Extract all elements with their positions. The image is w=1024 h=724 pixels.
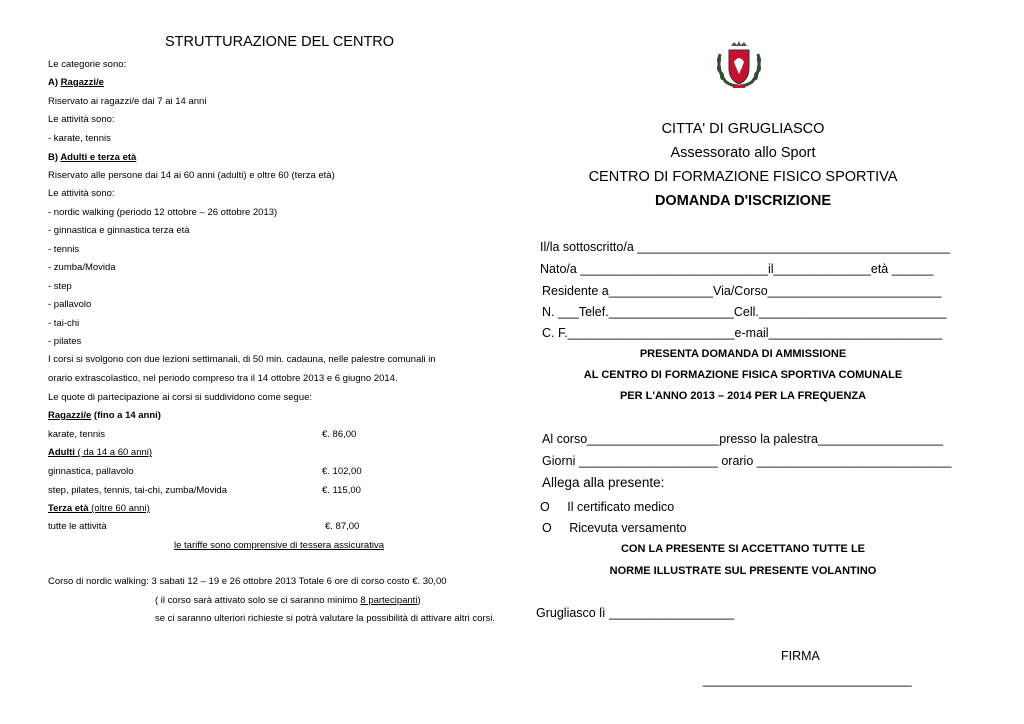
quote-intro: Le quote di partecipazione ai corsi si suddividono come segue:: [48, 392, 313, 403]
option-marker: O: [540, 500, 550, 514]
fee-group-name: Adulti: [48, 447, 75, 458]
nordic-note-2: se ci saranno ulteriori richieste si potrà valutare la possibilità di attivare altri corsi.: [155, 613, 496, 624]
activity-item: - nordic walking (periodo 12 ottobre – 26 ottobre 2013): [48, 207, 278, 218]
fee-price: €. 86,00: [322, 429, 357, 440]
nordic-walking-line: Corso di nordic walking: 3 sabati 12 – 19 e 26 ottobre 2013 Totale 6 ore di corso costo €. 30,00: [48, 576, 447, 587]
category-a-activity: - karate, tennis: [48, 133, 111, 144]
fee-group-heading: [48, 447, 152, 458]
fee-group-age: ( da 14 a 60 anni): [74, 447, 153, 458]
accetto-line: NORME ILLUSTRATE SUL PRESENTE VOLANTINO: [609, 565, 877, 577]
form-line-residente[interactable]: Residente a_______________Via/Corso_________________________: [542, 284, 942, 298]
firma-label: FIRMA: [781, 649, 820, 663]
option-label: Ricevuta versamento: [569, 521, 687, 535]
form-line-corso[interactable]: Al corso___________________presso la palestra__________________: [542, 432, 944, 446]
activity-item: - tai-chi: [48, 318, 80, 329]
form-line-codice-fiscale[interactable]: C. F.________________________e-mail_________________________: [542, 326, 943, 340]
fee-group-name: Ragazzi/e: [48, 410, 92, 421]
presenta-line: PRESENTA DOMANDA DI AMMISSIONE: [639, 348, 847, 360]
fee-price: €. 115,00: [322, 485, 361, 496]
presenta-line: PER L'ANNO 2013 – 2014 PER LA FREQUENZA: [619, 390, 867, 402]
nordic-note: [155, 595, 421, 606]
corsi-info-line: orario extrascolastico, nel periodo compreso tra il 14 ottobre 2013 e 6 giugno 2014.: [48, 373, 398, 384]
category-b-name: Adulti e terza età: [60, 152, 137, 163]
activity-item: - zumba/Movida: [48, 262, 116, 273]
fee-note: le tariffe sono comprensive di tessera assicurativa: [174, 540, 384, 551]
attivita-a-label: Le attività sono:: [48, 114, 115, 125]
form-line-telefono[interactable]: N. ___Telef.__________________Cell.___________________________: [542, 305, 947, 319]
category-a-desc: Riservato ai ragazzi/e dai 7 ai 14 anni: [48, 96, 207, 107]
accetto-line: CON LA PRESENTE SI ACCETTANO TUTTE LE: [620, 543, 866, 555]
option-label: Il certificato medico: [567, 500, 675, 514]
fee-item: karate, tennis: [48, 429, 106, 440]
assessorato: Assessorato allo Sport: [670, 145, 816, 161]
form-title: DOMANDA D'ISCRIZIONE: [654, 193, 832, 209]
activity-item: - step: [48, 281, 72, 292]
activity-item: - pilates: [48, 336, 82, 347]
fee-group-age: (oltre 60 anni): [88, 503, 150, 514]
form-line-sottoscritto[interactable]: Il/la sottoscritto/a _____________________________________________: [540, 240, 951, 254]
luogo-data-line[interactable]: Grugliasco lì __________________: [536, 606, 735, 620]
form-line-giorni[interactable]: Giorni ____________________ orario ____________________________: [542, 454, 952, 468]
corsi-info-line: I corsi si svolgono con due lezioni settimanali, di 50 min. cadauna, nelle palestre comunali in: [48, 354, 436, 365]
activity-item: - pallavolo: [48, 299, 92, 310]
fee-price: €. 102,00: [322, 466, 362, 477]
category-b-desc: Riservato alle persone dai 14 ai 60 anni (adulti) e oltre 60 (terza età): [48, 170, 335, 181]
fee-group-heading: [48, 503, 150, 514]
nordic-min-participants: 8 partecipanti: [360, 595, 418, 606]
activity-item: - tennis: [48, 244, 80, 255]
nordic-note-close: ): [417, 595, 421, 606]
centro-name: CENTRO DI FORMAZIONE FISICO SPORTIVA: [588, 169, 898, 185]
fee-group-heading: [48, 410, 161, 421]
category-a-prefix: A): [48, 77, 61, 88]
categorie-intro: Le categorie sono:: [48, 59, 127, 70]
coat-of-arms-icon: [712, 40, 766, 90]
category-b-heading: [48, 152, 136, 163]
category-b-prefix: B): [48, 152, 61, 163]
allega-label: Allega alla presente:: [542, 475, 665, 490]
form-line-nato[interactable]: Nato/a ___________________________il______________età ______: [540, 262, 934, 276]
fee-group-age: (fino a 14 anni): [91, 410, 161, 421]
presenta-line: AL CENTRO DI FORMAZIONE FISICA SPORTIVA COMUNALE: [583, 369, 903, 381]
option-certificato[interactable]: [540, 500, 674, 514]
attivita-b-label: Le attività sono:: [48, 188, 115, 199]
city-name: CITTA' DI GRUGLIASCO: [661, 121, 825, 137]
firma-signature-line[interactable]: ______________________________: [703, 673, 912, 687]
fee-item: ginnastica, pallavolo: [48, 466, 134, 477]
category-a-heading: [48, 77, 104, 88]
left-title: STRUTTURAZIONE DEL CENTRO: [165, 34, 395, 50]
nordic-note-text: ( il corso sarà attivato solo se ci saranno minimo: [155, 595, 361, 606]
fee-item: step, pilates, tennis, tai-chi, zumba/Movida: [48, 485, 228, 496]
fee-group-name: Terza età: [48, 503, 89, 514]
option-marker: O: [542, 521, 552, 535]
fee-item: tutte le attività: [48, 521, 107, 532]
fee-price: €. 87,00: [325, 521, 360, 532]
category-a-name: Ragazzi/e: [60, 77, 104, 88]
option-ricevuta[interactable]: [542, 521, 687, 535]
activity-item: - ginnastica e ginnastica terza età: [48, 225, 190, 236]
